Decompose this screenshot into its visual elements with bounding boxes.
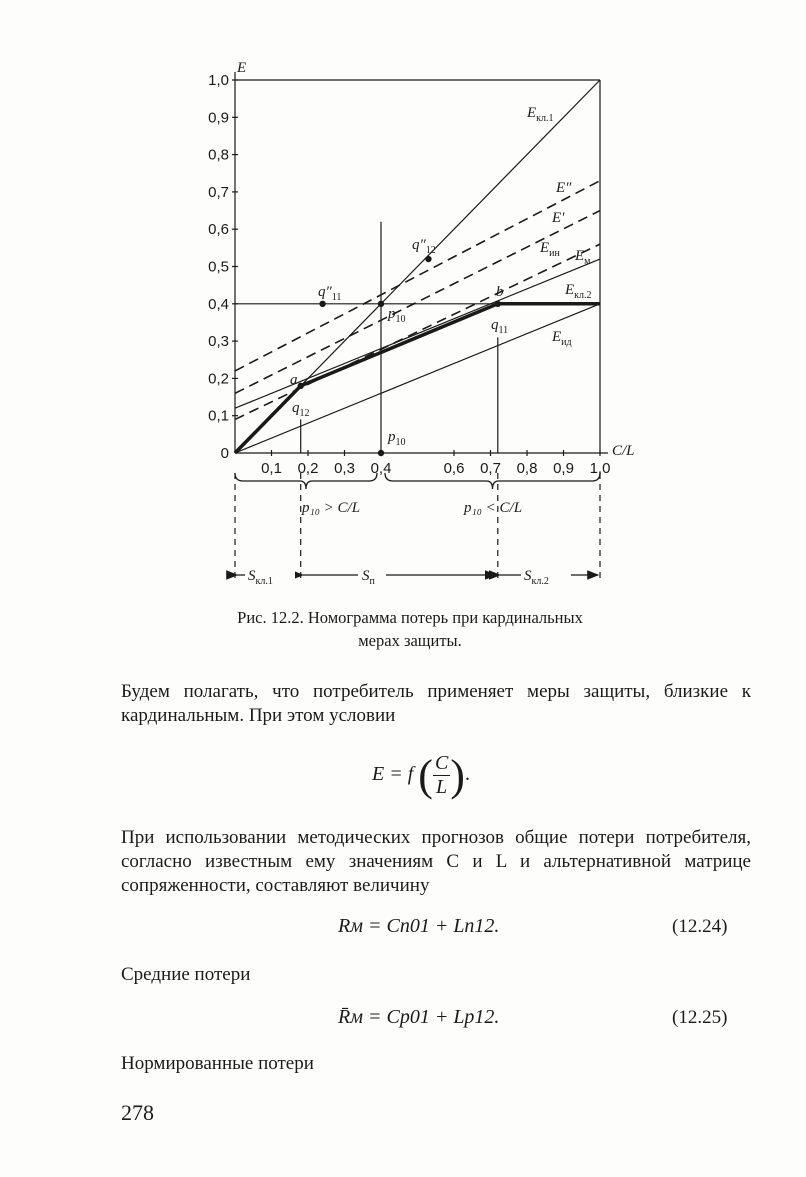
label-left-condition: p₁₀ > C/L — [302, 500, 361, 516]
x-tick-label: 0,2 — [297, 460, 319, 477]
equation-2-number: (12.24) — [672, 916, 728, 937]
y-tick-label: 0 — [220, 445, 229, 462]
y-tick-label: 0,7 — [208, 183, 229, 201]
paragraph-3: Средние потери — [121, 964, 251, 985]
equation-3-number: (12.25) — [672, 1007, 728, 1028]
x-tick-label: 0,9 — [553, 460, 574, 477]
label-q11: $q_{11}$ — [491, 317, 509, 336]
label-s-p: $S_п$ — [362, 568, 375, 587]
label-right-condition: p₁₀ < C/L — [464, 500, 523, 516]
label-e-prime: E′ — [552, 210, 565, 226]
equation-1-numerator: C — [434, 752, 449, 774]
paragraph-4: Нормированные потери — [121, 1053, 314, 1074]
label-e-m: $E_м$ — [575, 248, 591, 267]
label-s-kl2: $S_{кл.2}$ — [524, 568, 549, 587]
curve-e-in — [235, 244, 600, 419]
paragraph-1: Будем полагать, что потребитель применяет меры защиты, близкие к кардинальным. При этом условии — [121, 681, 751, 726]
y-tick-label: 1,0 — [208, 72, 229, 89]
equation-3: R̄м = Cp01 + Lp12. — [338, 1006, 500, 1028]
y-tick-label: 0,5 — [208, 258, 229, 276]
label-e-kl1: $E_{кл.1}$ — [527, 105, 554, 124]
label-e-kl2: $E_{кл.2}$ — [565, 282, 592, 301]
x-tick-label: 1,0 — [589, 460, 611, 477]
caption-line-2: мерах защиты. — [358, 631, 462, 650]
point-p10-axis — [378, 450, 384, 456]
y-axis-name: E — [237, 60, 247, 76]
label-q11-double-prime: $q''_{11}$ — [318, 284, 342, 303]
page-number: 278 — [121, 1100, 154, 1125]
y-tick-label: 0,3 — [208, 333, 229, 351]
point-q12dd — [425, 256, 431, 262]
label-p10-mid: $p_{10}$ — [388, 306, 406, 325]
label-s-kl1: $S_{кл.1}$ — [248, 568, 273, 587]
x-tick-label: 0,6 — [443, 460, 465, 477]
label-b: b — [496, 284, 504, 300]
label-p10-low: $p_{10}$ — [388, 429, 406, 448]
label-q12-double-prime: $q''_{12}$ — [412, 237, 436, 256]
x-axis-name: C/L — [612, 443, 635, 459]
label-a: a — [290, 372, 298, 388]
curve-e-dd — [235, 181, 600, 371]
point-a — [298, 383, 304, 389]
equation-1: E = f ( $\frac{C}{L}$ ). — [372, 750, 470, 800]
point-p10 — [378, 301, 384, 307]
figure-caption — [180, 606, 640, 652]
x-tick-label: 0,8 — [516, 460, 538, 477]
label-e-id: $E_{ид}$ — [552, 329, 572, 348]
y-tick-label: 0,6 — [208, 221, 229, 239]
equation-1-lhs: E = f — [372, 763, 414, 786]
x-tick-label: 0,4 — [370, 460, 392, 477]
y-tick-label: 0,1 — [208, 407, 229, 425]
x-tick-label: 0,1 — [261, 460, 282, 477]
point-b — [495, 301, 501, 307]
x-tick-label: 0,3 — [334, 460, 355, 477]
y-tick-label: 0,8 — [208, 146, 229, 164]
equation-2: Rм = Cn01 + Ln12. — [338, 915, 500, 937]
paragraph-2: При использовании методических прогнозов общие потери потребителя, согласно известным ему значениям C и L и альтернативной матрице сопряженности, составляют величину — [121, 827, 751, 896]
label-q12: $q_{12}$ — [292, 400, 310, 419]
y-tick-label: 0,2 — [208, 370, 229, 388]
equation-1-denominator: L — [436, 776, 448, 798]
point-q11dd — [319, 301, 325, 307]
label-e-double-prime: E″ — [556, 180, 572, 196]
label-e-in: $E_{ин}$ — [540, 240, 560, 259]
y-tick-label: 0,9 — [208, 109, 229, 127]
y-tick-label: 0,4 — [208, 295, 229, 313]
x-tick-label: 0,7 — [480, 460, 501, 477]
caption-line-1: Рис. 12.2. Номограмма потерь при кардинальных — [237, 608, 583, 627]
